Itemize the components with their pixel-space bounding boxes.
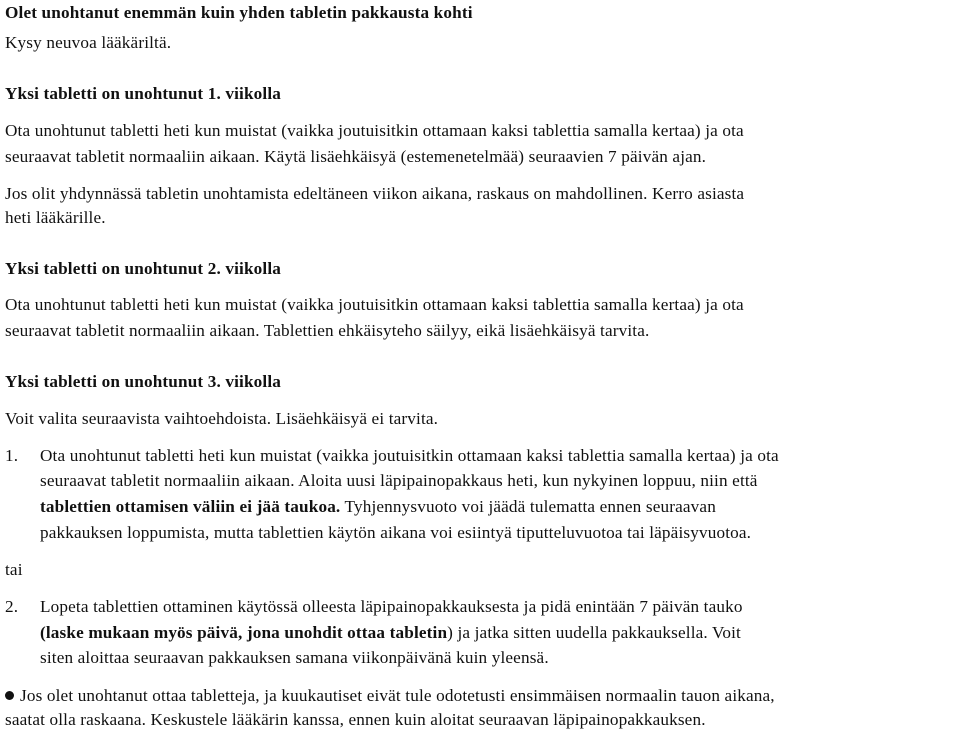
option2-number: 2. — [5, 597, 19, 616]
week1-heading: Yksi tabletti on unohtunut 1. viikolla — [5, 84, 282, 103]
bullet-icon — [5, 691, 14, 700]
week1-paragraph-line: heti lääkärille. — [5, 208, 106, 227]
week3-heading: Yksi tabletti on unohtunut 3. viikolla — [5, 372, 282, 391]
option2-line-rest: ) ja jatka sitten uudella pakkauksella. Voit — [447, 623, 741, 642]
option2-open-paren: ( — [40, 623, 46, 642]
option2-emphasis: laske mukaan myös päivä, jona unohdit ottaa tabletin — [45, 623, 448, 642]
option2-line: Lopeta tablettien ottaminen käytössä olleesta läpipainopakkauksesta ja pidä enintään 7 päivän tauko — [40, 597, 743, 616]
option1-emphasis: tablettien ottamisen väliin ei jää taukoa. — [40, 497, 341, 516]
option1-line: pakkauksen loppumista, mutta tablettien käytön aikana voi esiintyä tiputteluvuotoa tai läpäisyvuotoa. — [40, 523, 752, 542]
week2-paragraph-line: seuraavat tabletit normaaliin aikaan. Tablettien ehkäisyteho säilyy, eikä lisäehkäisyä tarvita. — [5, 321, 650, 340]
main-advice: Kysy neuvoa lääkäriltä. — [5, 33, 172, 52]
week1-paragraph-line: seuraavat tabletit normaaliin aikaan. Käytä lisäehkäisyä (estemenetelmää) seuraavien 7 päivän ajan. — [5, 147, 707, 166]
main-heading: Olet unohtanut enemmän kuin yhden tabletin pakkausta kohti — [5, 3, 473, 22]
option1-line: Ota unohtunut tabletti heti kun muistat (vaikka joutuisitkin ottamaan kaksi tablettia samalla kertaa) ja ota — [40, 446, 779, 465]
option1-line — [40, 496, 716, 518]
option1-line: seuraavat tabletit normaaliin aikaan. Aloita uusi läpipainopakkaus heti, kun nykyinen loppuu, niin että — [40, 471, 758, 490]
option2-line — [40, 622, 741, 644]
week2-paragraph-line: Ota unohtunut tabletti heti kun muistat (vaikka joutuisitkin ottamaan kaksi tablettia samalla kertaa) ja ota — [5, 295, 744, 314]
bullet-item — [5, 685, 775, 707]
option2-line: siten aloittaa seuraavan pakkauksen samana viikonpäivänä kuin yleensä. — [40, 648, 549, 667]
week2-heading: Yksi tabletti on unohtunut 2. viikolla — [5, 259, 282, 278]
bullet-line: saatat olla raskaana. Keskustele lääkärin kanssa, ennen kuin aloitat seuraavan läpipainopakkauksen. — [5, 710, 706, 729]
week3-intro: Voit valita seuraavista vaihtoehdoista. Lisäehkäisyä ei tarvita. — [5, 409, 439, 428]
bullet-line: Jos olet unohtanut ottaa tabletteja, ja kuukautiset eivät tule odotetusti ensimmäisen normaalin tauon aikana, — [20, 686, 775, 705]
option1-line-rest: Tyhjennysvuoto voi jäädä tulematta ennen seuraavan — [340, 497, 716, 516]
week1-paragraph-line: Jos olit yhdynnässä tabletin unohtamista edeltäneen viikon aikana, raskaus on mahdollinen. Kerro asiasta — [5, 184, 745, 203]
or-separator: tai — [5, 560, 23, 579]
week1-paragraph-line: Ota unohtunut tabletti heti kun muistat (vaikka joutuisitkin ottamaan kaksi tablettia samalla kertaa) ja ota — [5, 121, 744, 140]
option1-number: 1. — [5, 446, 19, 465]
